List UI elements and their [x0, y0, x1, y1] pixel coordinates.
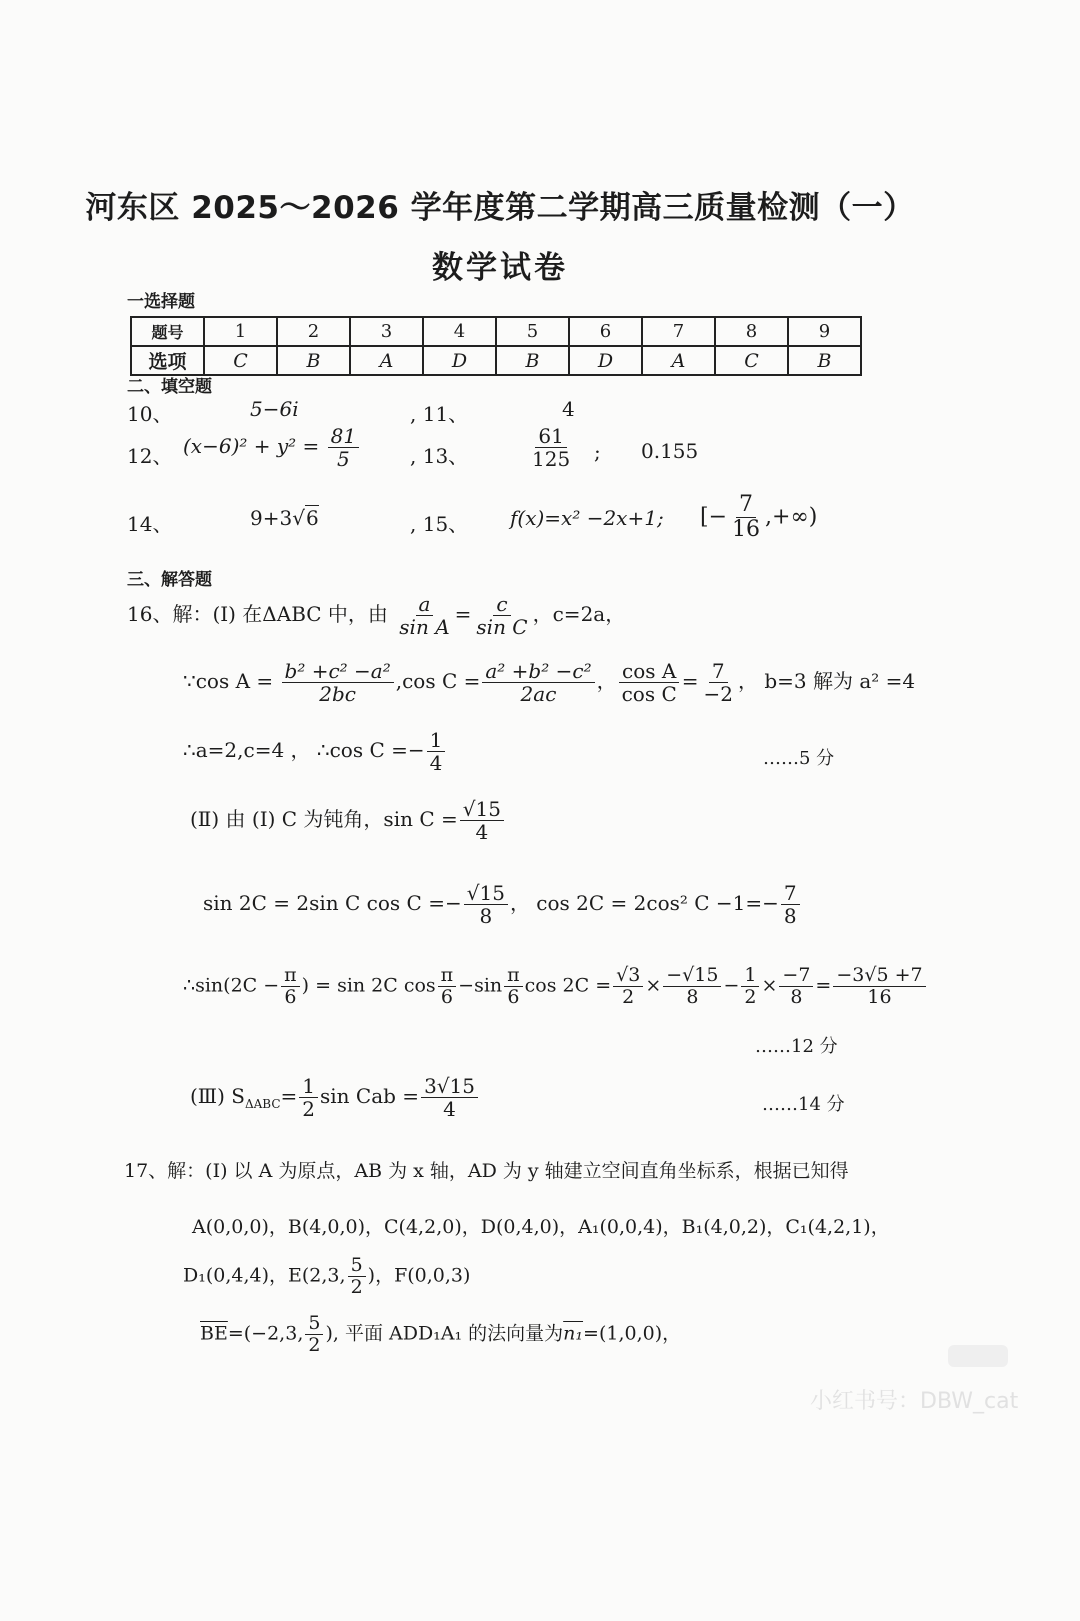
denominator: 8	[783, 904, 797, 928]
fraction	[299, 1075, 318, 1120]
q14-answer-text: 9+3	[250, 506, 293, 530]
answer-cell: A	[350, 346, 423, 375]
interval-open: [−	[700, 504, 728, 530]
numerator: −√15	[663, 965, 721, 987]
vector-be: $\overline{BE}$	[200, 1322, 228, 1345]
fraction	[421, 1075, 478, 1120]
numerator: √15	[460, 798, 504, 821]
text: D₁(0,4,4)，E(2,3,	[183, 1264, 346, 1287]
denominator: 4	[443, 1097, 456, 1121]
text: ∴sin(2C −	[183, 974, 280, 997]
text: (Ⅲ) S	[190, 1084, 245, 1108]
q16-line-3	[183, 729, 447, 774]
fraction	[305, 1313, 323, 1356]
numerator: √3	[613, 965, 643, 987]
fraction	[328, 425, 359, 470]
fraction	[281, 965, 300, 1008]
numerator: √15	[464, 882, 508, 905]
numerator: 3√15	[421, 1075, 478, 1098]
text: ), 平面 ADD₁A₁ 的法向量为	[325, 1322, 564, 1345]
watermark-text: 小红书号：DBW_cat	[810, 1389, 1019, 1414]
score-marker: ……12 分	[755, 1036, 838, 1057]
denominator: 2	[302, 1097, 316, 1121]
q15-answer: f(x)=x² −2x+1;	[510, 506, 664, 530]
text: =	[815, 974, 832, 997]
fraction	[464, 882, 508, 927]
denominator: 6	[507, 985, 520, 1008]
q14-answer: 9+3√6	[250, 506, 319, 530]
q11-answer: 4	[562, 397, 575, 421]
denominator: −2	[703, 682, 734, 706]
table-row	[131, 317, 861, 346]
answer-cell: B	[277, 346, 350, 375]
fraction	[613, 965, 643, 1008]
q13-answer	[527, 425, 575, 470]
q16-line-5	[203, 882, 802, 927]
numerator: π	[281, 965, 300, 987]
q14-label: 14、	[127, 512, 173, 536]
table-row-label: 题号	[131, 317, 204, 346]
text: =(−2,3,	[227, 1322, 304, 1345]
fraction	[833, 965, 925, 1008]
denominator: 2	[744, 985, 757, 1008]
text: −	[723, 974, 740, 997]
table-row	[131, 346, 861, 375]
radicand: 6	[305, 506, 319, 530]
fraction	[779, 965, 813, 1008]
exam-title: 河东区 2025～2026 学年度第二学期高三质量检测（一）	[85, 190, 915, 226]
denominator: 8	[479, 904, 493, 928]
fraction	[781, 882, 800, 927]
fraction	[529, 425, 573, 470]
question-number: 1	[204, 317, 277, 346]
q16-line-6	[183, 965, 928, 1008]
exam-subtitle: 数学试卷	[432, 250, 568, 286]
answer-cell: A	[642, 346, 715, 375]
numerator: a² +b² −c²	[482, 660, 594, 683]
numerator: 5	[305, 1313, 323, 1335]
denominator: 4	[429, 751, 443, 775]
question-number: 8	[715, 317, 788, 346]
q17-line-4	[200, 1313, 681, 1356]
question-number: 3	[350, 317, 423, 346]
text: =	[681, 669, 699, 693]
denominator: 6	[440, 985, 453, 1008]
denominator: 4	[475, 820, 489, 844]
q10-label: 10、	[127, 402, 173, 426]
text: ， b=3 解为 a² =4	[738, 669, 916, 693]
text: −sin	[458, 974, 503, 997]
q13-label: , 13、	[410, 444, 469, 468]
answer-cell: B	[788, 346, 861, 375]
q15-label: , 15、	[410, 512, 469, 536]
numerator: 7	[781, 882, 800, 905]
text: ×	[761, 974, 778, 997]
q17-line-1: 17、解：(Ⅰ) 以 A 为原点，AB 为 x 轴，AD 为 y 轴建立空间直角坐标系，根据已知得	[124, 1160, 849, 1182]
question-number: 6	[569, 317, 642, 346]
q17-line-3	[183, 1255, 470, 1298]
fraction	[348, 1255, 366, 1298]
numerator: a	[416, 593, 434, 616]
question-number: 2	[277, 317, 350, 346]
fraction	[729, 493, 763, 542]
fraction	[482, 660, 594, 705]
question-number: 5	[496, 317, 569, 346]
q16-line-4	[190, 798, 506, 843]
text: ， cos 2C = 2cos² C −1=−	[509, 891, 779, 915]
text: ∵cos A =	[183, 669, 274, 693]
denominator: 2ac	[520, 682, 557, 706]
fraction	[701, 660, 736, 705]
text: ，	[596, 669, 617, 693]
numerator: b² +c² −a²	[282, 660, 394, 683]
denominator: 16	[732, 517, 761, 543]
text: ，c=2a，	[532, 602, 626, 626]
answer-cell: D	[423, 346, 496, 375]
text: ) = sin 2C cos	[301, 974, 436, 997]
section-heading-fill: 二、填空题	[127, 377, 212, 397]
denominator: 16	[867, 985, 892, 1008]
denominator: 5	[337, 447, 350, 471]
fraction	[473, 593, 530, 638]
q13-answer-2: 0.155	[641, 439, 699, 463]
numerator: cos A	[619, 660, 679, 683]
question-number: 4	[423, 317, 496, 346]
numerator: −7	[779, 965, 813, 987]
q12-answer	[183, 425, 361, 470]
fraction	[438, 965, 457, 1008]
text: =	[454, 602, 472, 626]
numerator: c	[493, 593, 510, 616]
fraction	[504, 965, 523, 1008]
q10-answer: 5−6i	[250, 397, 299, 421]
denominator: 125	[532, 447, 571, 471]
numerator: 61	[535, 425, 566, 448]
denominator: sin C	[476, 615, 528, 639]
section-heading-choice: 一选择题	[127, 292, 195, 312]
q15-interval	[700, 493, 817, 542]
normal-vector: n₁	[563, 1322, 584, 1345]
denominator: 2bc	[319, 682, 356, 706]
section-heading-solutions: 三、解答题	[127, 570, 212, 590]
denominator: 8	[686, 985, 699, 1008]
text: (Ⅱ) 由 (Ⅰ) C 为钝角，sin C =	[190, 807, 458, 831]
denominator: cos C	[621, 682, 677, 706]
text: ×	[645, 974, 662, 997]
q16-line-1	[127, 593, 625, 638]
numerator: 1	[427, 729, 446, 752]
numerator: −3√5 +7	[833, 965, 925, 987]
numerator: 7	[736, 493, 756, 518]
fraction	[282, 660, 394, 705]
answer-table	[130, 316, 862, 376]
table-row-label: 选项	[131, 346, 204, 375]
text: ∴a=2,c=4 ， ∴cos C =−	[183, 738, 425, 762]
q11-label: , 11、	[410, 402, 469, 426]
subscript: ΔABC	[244, 1097, 281, 1111]
denominator: 2	[308, 1333, 321, 1356]
text: sin Cab =	[320, 1084, 420, 1108]
q12-lhs: (x−6)² + y² =	[183, 434, 320, 458]
answer-cell: D	[569, 346, 642, 375]
answer-cell: C	[715, 346, 788, 375]
text: =	[280, 1084, 298, 1108]
fraction	[663, 965, 721, 1008]
score-marker: ……14 分	[762, 1094, 845, 1115]
denominator: 6	[284, 985, 297, 1008]
fraction	[741, 965, 759, 1008]
q16-line-2	[183, 660, 915, 705]
q13-separator: ;	[594, 440, 601, 464]
text: 16、解：(Ⅰ) 在ΔABC 中，由	[127, 602, 388, 626]
text: ,cos C =	[395, 669, 481, 693]
numerator: 7	[709, 660, 728, 683]
fraction	[460, 798, 504, 843]
numerator: π	[504, 965, 523, 987]
denominator: 2	[622, 985, 635, 1008]
fraction	[619, 660, 680, 705]
text: )，F(0,0,3)	[367, 1264, 471, 1287]
numerator: 1	[741, 965, 759, 987]
numerator: π	[438, 965, 457, 987]
text: cos 2C =	[524, 974, 612, 997]
denominator: 8	[790, 985, 803, 1008]
q17-line-2: A(0,0,0)，B(4,0,0)，C(4,2,0)，D(0,4,0)，A₁(0,0,4)，B₁(4,0,2)，C₁(4,2,1)，	[192, 1216, 890, 1238]
numerator: 1	[299, 1075, 318, 1098]
question-number: 7	[642, 317, 715, 346]
numerator: 5	[348, 1255, 366, 1277]
question-number: 9	[788, 317, 861, 346]
denominator: sin A	[399, 615, 450, 639]
q12-label: 12、	[127, 444, 173, 468]
answer-cell: C	[204, 346, 277, 375]
text: sin 2C = 2sin C cos C =−	[203, 891, 462, 915]
fraction	[396, 593, 452, 638]
q16-line-8	[190, 1075, 480, 1120]
answer-cell: B	[496, 346, 569, 375]
denominator: 2	[350, 1275, 363, 1298]
text: =(1,0,0)，	[583, 1322, 682, 1345]
score-marker: ……5 分	[763, 748, 835, 769]
fraction	[427, 729, 446, 774]
watermark-logo	[948, 1345, 1008, 1367]
interval-close: ,+∞)	[765, 504, 818, 530]
numerator: 81	[328, 425, 359, 448]
